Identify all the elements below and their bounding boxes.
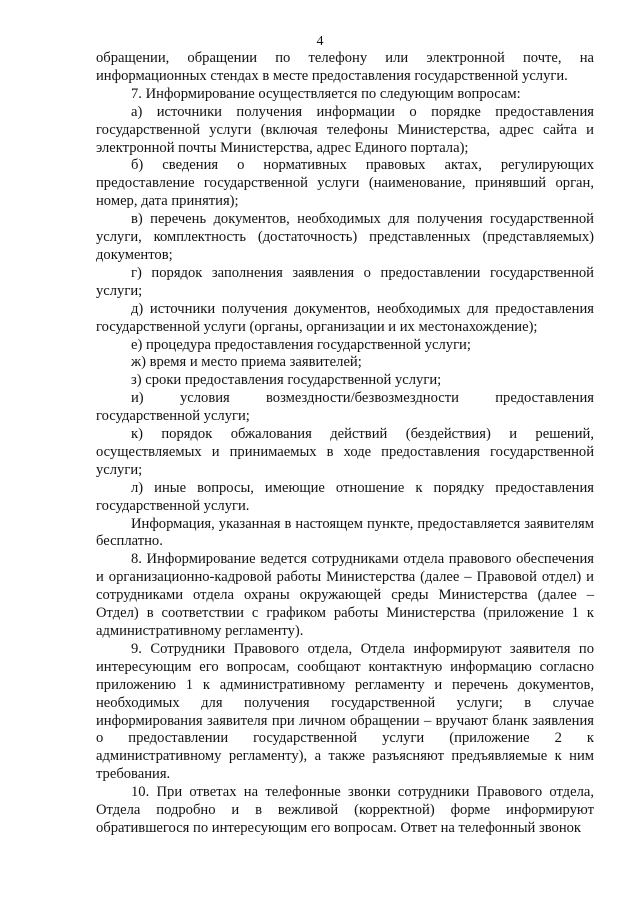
- paragraph: г) порядок заполнения заявления о предоставлении государственной услуги;: [96, 264, 594, 299]
- paragraph: ж) время и место приема заявителей;: [131, 354, 362, 371]
- paragraph: в) перечень документов, необходимых для получения государственной услуги, комплектность (достаточность) представленных (представляемых) документов;: [96, 211, 594, 263]
- paragraph: а) источники получения информации о порядке предоставления государственной услуги (включая телефоны Министерства, адрес сайта и электронной почты Министерства, адрес Единого портала);: [96, 103, 594, 156]
- paragraph: и) условия возмездности/безвозмездности предоставления государственной услуги;: [96, 390, 594, 425]
- paragraph: 7. Информирование осуществляется по следующим вопросам:: [131, 85, 521, 102]
- paragraph: з) сроки предоставления государственной услуги;: [131, 372, 442, 389]
- paragraph: 9. Сотрудники Правового отдела, Отдела информируют заявителя по интересующим его вопросам, сообщают контактную информацию согласно приложению 1 к административному регламенту и перечень документов, необходимых для получения государственной услуги; в случае информирования заявителя при личном обращении – вручают бланк заявления о предоставлении государственной услуги (приложение 2 к административному регламенту), а также разъясняют предъявляемые к ним требования.: [96, 640, 594, 783]
- paragraph: к) порядок обжалования действий (бездействия) и решений, осуществляемых и принимаемых в ходе предоставления государственной услуги;: [96, 426, 594, 478]
- paragraph: л) иные вопросы, имеющие отношение к порядку предоставления государственной услуги.: [96, 479, 594, 514]
- paragraph: Информация, указанная в настоящем пункте, предоставляется заявителям бесплатно.: [96, 515, 594, 550]
- page-number: 4: [316, 34, 324, 49]
- paragraph: е) процедура предоставления государственной услуги;: [131, 336, 471, 353]
- paragraph: д) источники получения документов, необходимых для предоставления государственной услуги (органы, организации и их местонахождение);: [96, 300, 594, 335]
- paragraph: б) сведения о нормативных правовых актах, регулирующих предоставление государственной услуги (наименование, принявший орган, номер, дата принятия);: [96, 157, 594, 210]
- paragraph: 8. Информирование ведется сотрудниками отдела правового обеспечения и организационно-кадровой работы Министерства (далее – Правовой отдел) и сотрудниками отдела охраны окружающей среды Министерства (далее – Отдел) в соответствии с графиком работы Министерства (приложение 1 к административному регламенту).: [96, 551, 594, 639]
- paragraph: 10. При ответах на телефонные звонки сотрудники Правового отдела, Отдела подробно и в вежливой (корректной) форме информируют обратившегося по интересующим его вопросам. Ответ на телефонный звонок: [96, 784, 594, 836]
- paragraph: обращении, обращении по телефону или электронной почте, на информационных стендах в месте предоставления государственной услуги.: [96, 50, 594, 84]
- document-body: [96, 50, 594, 838]
